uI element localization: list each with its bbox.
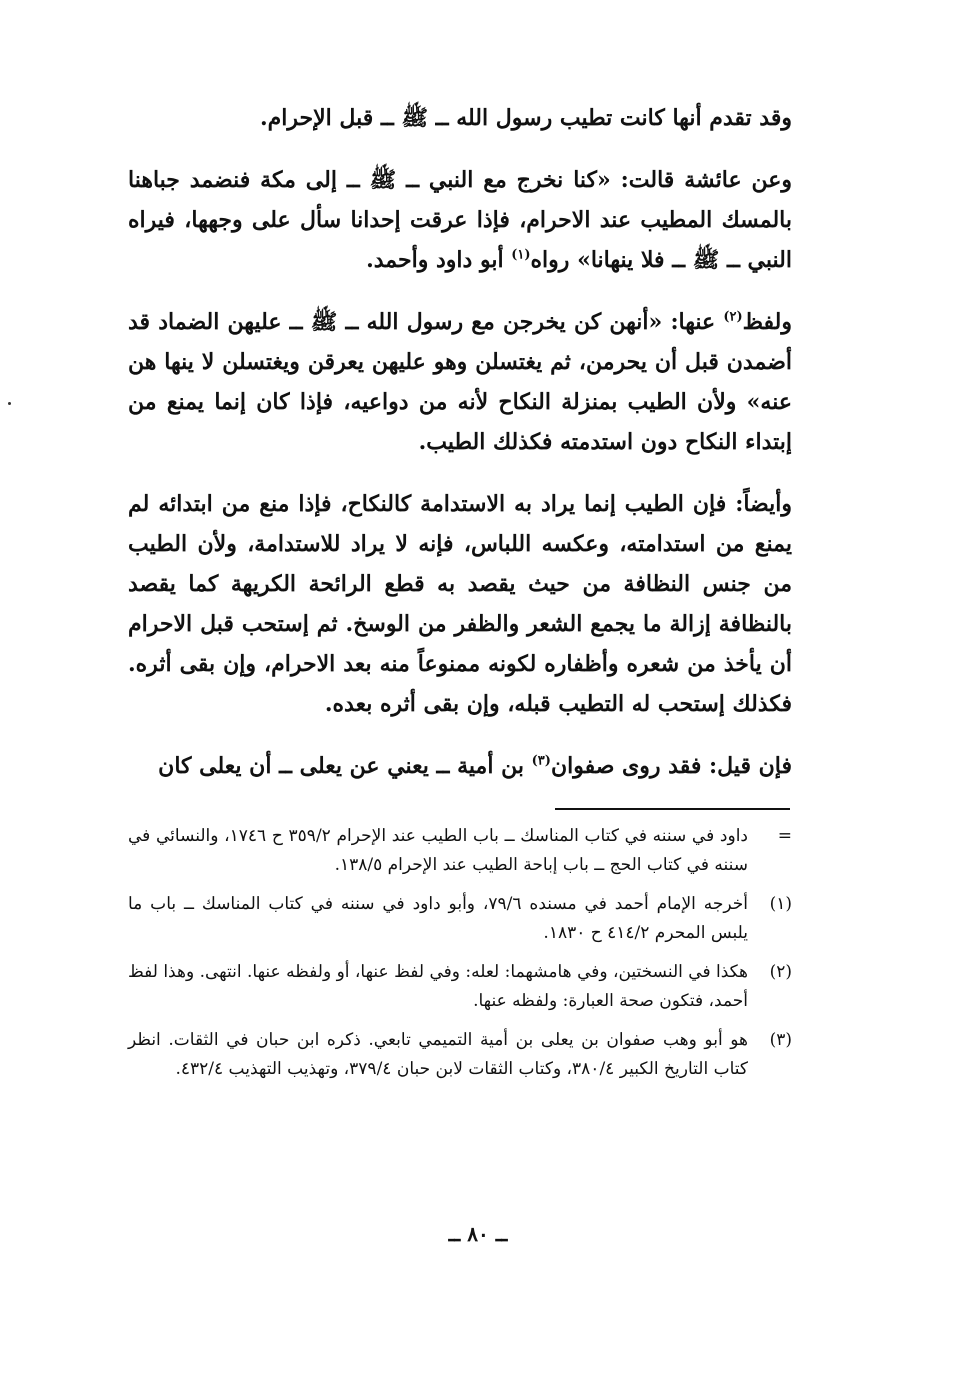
footnote-text: أخرجه الإمام أحمد في مسنده ٧٩/٦، وأبو داود في سننه في كتاب المناسك ــ باب ما يلبس المحرم ٤١٤/٢ ح ١٨٣٠. bbox=[128, 894, 749, 943]
paragraph-4-text: وأيضاً: فإن الطيب إنما يراد به الاستدامة كالنكاح، فإذا منع من ابتدائه لم يمنع من استدامته، وعكسه اللباس، فإنه لا يراد للاستدامة، ولأن الطيب من جنس النظافة من حيث يقصد به قطع الرائحة الكريهة كما يقصد بالنظافة إزالة ما يجمع الشعر والظفر من الوسخ. ثم إستحب قبل الاحرام أن يأخذ من شعره وأظفاره لكونه ممنوعاً منه بعد الاحرام، وإن بقى أثره. فكذلك إستحب له التطيب قبله، وإن بقى أثره بعده. bbox=[128, 491, 792, 717]
paragraph-5 bbox=[128, 746, 792, 786]
paragraph-1-text: وقد تقدم أنها كانت تطيب رسول الله ــ ﷺ ــ قبل الإحرام. bbox=[259, 105, 792, 131]
footnote-text: داود في سننه في كتاب المناسك ــ باب الطيب عند الإحرام ٣٥٩/٢ ح ١٧٤٦، والنسائي في سننه في كتاب الحج ــ باب إباحة الطيب عند الإحرام ١٣٨/٥. bbox=[128, 826, 748, 875]
footnote-2 bbox=[128, 958, 792, 1016]
paragraph-5-tail: بن أمية ــ يعني عن يعلى ــ أن يعلى كان bbox=[158, 753, 532, 779]
main-text bbox=[128, 98, 792, 808]
footnote-text: هكذا في النسختين، وفي هامشهما: لعله: وفي لفظ عنها، أو ولفظه عنها. انتهى. وهذا لفظ أحمد، فتكون صحة العبارة: ولفظه عنها. bbox=[128, 962, 748, 1011]
footnote-ref-3: (٣) bbox=[531, 753, 551, 769]
footnote-separator bbox=[555, 808, 790, 810]
paragraph-3-text: ولفظ bbox=[742, 309, 792, 335]
footnote-3 bbox=[128, 1026, 792, 1084]
footnote-continued bbox=[128, 822, 792, 880]
margin-speck bbox=[8, 402, 11, 405]
footnote-text: هو أبو وهب صفوان بن يعلى بن أمية التميمي تابعي. ذكره ابن حبان في الثقات. انظر كتاب التاريخ الكبير ٣٨٠/٤، وكتاب الثقات لابن حبان ٣٧٩/٤، وتهذيب التهذيب ٤٣٢/٤. bbox=[128, 1030, 748, 1079]
paragraph-4 bbox=[128, 484, 792, 724]
paragraph-2-text: وعن عائشة قالت: «كنا نخرج مع النبي ــ ﷺ ــ إلى مكة فنضمد جباهنا بالمسك المطيب عند الاحرام، فإذا عرقت إحدانا سأل على وجهها، فيراه النبي ــ ﷺ ــ فلا ينهانا» رواه bbox=[128, 167, 792, 273]
paragraph-1 bbox=[128, 98, 792, 138]
paragraph-3 bbox=[128, 302, 792, 462]
page-number: ــ ٨٠ ــ bbox=[448, 1222, 508, 1246]
footnote-marker: (١) bbox=[769, 894, 792, 914]
paragraph-2 bbox=[128, 160, 792, 280]
footnote-marker: (٣) bbox=[769, 1030, 792, 1050]
footnotes bbox=[128, 822, 792, 1094]
footnote-1 bbox=[128, 890, 792, 948]
footnote-ref-2: (٢) bbox=[723, 309, 743, 325]
paragraph-3-tail: عنها: «أنهن كن يخرجن مع رسول الله ــ ﷺ ــ عليهن الضماد قد أضمدن قبل أن يحرمن، ثم يغتسلن وهو عليهن يعرقن ويغتسلن لا ينها هن عنه» ولأن الطيب بمنزلة النكاح لأنه من دواعيه، فإذا كان إنما يمنع من إبتداء النكاح دون استدمته فكذلك الطيب. bbox=[128, 309, 792, 455]
footnote-marker: = bbox=[777, 826, 792, 846]
paragraph-5-text: فإن قيل: فقد روى صفوان bbox=[550, 753, 792, 779]
footnote-marker: (٢) bbox=[769, 962, 792, 982]
footnote-ref-1: (١) bbox=[511, 247, 531, 263]
paragraph-2-tail: أبو داود وأحمد. bbox=[366, 247, 512, 273]
